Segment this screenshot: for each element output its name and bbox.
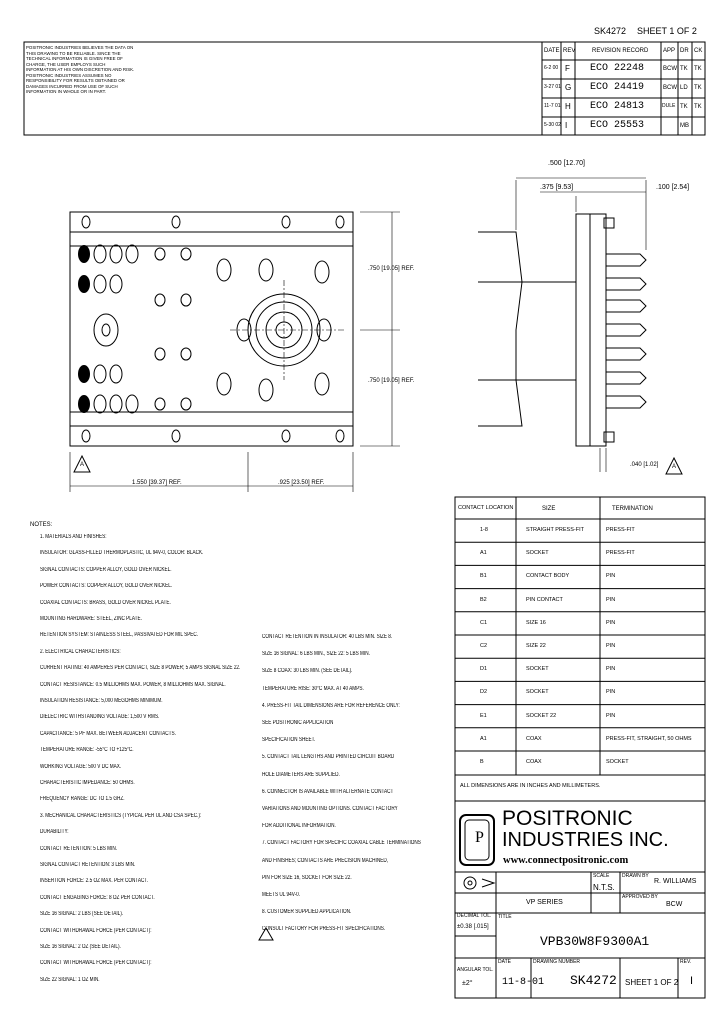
rev-row-dr: LD bbox=[680, 85, 688, 91]
rev-header-date: DATE bbox=[544, 48, 560, 54]
contact-size: COAX bbox=[526, 735, 542, 742]
note-line: 3. MECHANICAL CHARACTERISTICS (TYPICAL PER UL AND CSA SPEC.): bbox=[40, 812, 202, 819]
note-line: SEE POSITRONIC APPLICATION bbox=[262, 720, 334, 726]
note-line: AND FINISHES; CONTACTS ARE PRECISION MACHINED, bbox=[262, 857, 389, 864]
dim-top-partial: .375 [9.53] bbox=[540, 184, 574, 191]
sheet-number: SK4272 bbox=[594, 26, 627, 36]
contact-location: C2 bbox=[480, 643, 488, 649]
contact-location: B1 bbox=[480, 573, 487, 580]
contact-termination: PIN bbox=[606, 573, 616, 580]
drawing-number: SK4272 bbox=[570, 973, 617, 988]
note-line: MEETS UL 94V-0. bbox=[262, 892, 301, 898]
note-line: CONTACT ENGAGING FORCE: 8 OZ PER CONTACT. bbox=[40, 894, 155, 901]
contacts-footnote: ALL DIMENSIONS ARE IN INCHES AND MILLIMETERS. bbox=[460, 783, 601, 789]
note-line: 6. CONNECTOR IS AVAILABLE WITH ALTERNATE CONTACT bbox=[262, 788, 394, 795]
rev-value: I bbox=[690, 975, 694, 987]
contact-size: STRAIGHT PRESS-FIT bbox=[526, 527, 584, 533]
contact-size: SIZE 22 bbox=[526, 643, 546, 649]
filled-keying bbox=[78, 245, 90, 413]
side-view-pins bbox=[604, 218, 646, 442]
dim-bottom-left: 1.550 [39.37] REF. bbox=[132, 480, 182, 486]
contact-termination: SOCKET bbox=[606, 759, 629, 765]
note-line: DIELECTRIC WITHSTANDING VOLTAGE: 1,500 V RMS. bbox=[40, 714, 160, 721]
note-line: TEMPERATURE RISE: 30°C MAX. AT 40 AMPS. bbox=[262, 685, 364, 692]
dim-top-overall: .500 [12.70] bbox=[548, 160, 585, 167]
notes-column-2 bbox=[262, 634, 450, 950]
note-line: CONSULT FACTORY FOR PRESS-FIT SPECIFICATIONS. bbox=[262, 926, 386, 933]
rev-header-app: APP bbox=[663, 48, 676, 54]
angular-label: ANGULAR TOL. bbox=[457, 967, 494, 973]
note-line: SIGNAL CONTACTS: COPPER ALLOY, GOLD OVER NICKEL. bbox=[40, 566, 172, 573]
contact-size: PIN CONTACT bbox=[526, 596, 563, 603]
note-line: VARIATIONS AND MOUNTING OPTIONS. CONTACT FACTORY bbox=[262, 806, 398, 812]
contact-location: 1-8 bbox=[480, 527, 488, 533]
note-line: CONTACT WITHDRAWAL FORCE (PER CONTACT): bbox=[40, 960, 152, 967]
rev-row-record: ECO 24419 bbox=[590, 82, 645, 93]
drawing-number-label: DRAWING NUMBER bbox=[533, 959, 581, 965]
rev-header-dr: DR bbox=[680, 48, 689, 54]
note-line: 4. PRESS-FIT TAIL DIMENSIONS ARE FOR REFERENCE ONLY: bbox=[262, 702, 400, 709]
note-line: FREQUENCY RANGE: DC TO 1.5 GHZ. bbox=[40, 796, 125, 803]
contact-size: CONTACT BODY bbox=[526, 573, 570, 580]
tolerance-value: ±0.38 [.015] bbox=[457, 924, 489, 930]
rev-row-rev: I bbox=[565, 121, 568, 130]
contact-size: COAX bbox=[526, 759, 542, 765]
logo-letter: P bbox=[475, 829, 484, 846]
company-url: www.connectpositronic.com bbox=[503, 855, 629, 866]
note-line: HOLE DIAMETERS ARE SUPPLIED. bbox=[262, 771, 340, 778]
rev-header-record: REVISION RECORD bbox=[592, 48, 649, 54]
notes-column-1 bbox=[40, 534, 255, 999]
note-line: FOR ADDITIONAL INFORMATION. bbox=[262, 823, 336, 830]
note-line: CHARACTERISTIC IMPEDANCE: 50 OHMS. bbox=[40, 780, 135, 786]
contact-termination: PIN bbox=[606, 596, 616, 603]
note-line: SIZE 16 SIGNAL: 2 LBS (SEE DETAIL). bbox=[40, 911, 124, 918]
disclaimer-text: POSITRONIC INDUSTRIES BELIEVES THE DATA ON THIS DRAWING TO BE RELIABLE. SINCE THE TECHNICAL INFORMATION IS GIVEN FREE OF CHARGE, THE USER EMPLOYS SUCH INFORMATION AT HIS OWN DISCRETION AND RISK. POSITRONIC INDUSTRIES ASSUMES NO RESPONSIBILITY FOR RESULTS OBTAINED OR DAMAGES INCURRED FROM USE OF SUCH INFORMATION IN WHOLE OR IN PART. bbox=[26, 45, 135, 94]
contact-location: D2 bbox=[480, 689, 488, 696]
drawn-value: R. WILLIAMS bbox=[654, 878, 697, 885]
date-label: DATE bbox=[498, 959, 511, 965]
note-line: INSULATION RESISTANCE: 5,000 MEGOHMS MINIMUM. bbox=[40, 698, 163, 704]
approved-value: BCW bbox=[666, 901, 683, 908]
angular-value: ±2° bbox=[462, 980, 473, 987]
part-title: VPB30W8F9300A1 bbox=[540, 934, 650, 949]
contact-size: SOCKET bbox=[526, 550, 549, 557]
note-line: CONTACT RETENTION IN INSULATOR: 40 LBS MIN. SIZE 8. bbox=[262, 634, 393, 640]
note-line: CONTACT WITHDRAWAL FORCE (PER CONTACT): bbox=[40, 927, 152, 934]
notes-title: NOTES: bbox=[30, 522, 53, 528]
contact-location: A1 bbox=[480, 550, 487, 557]
series-name: VP SERIES bbox=[526, 899, 563, 906]
note-line: TEMPERATURE RANGE: -55°C TO +125°C. bbox=[40, 747, 134, 754]
rev-label: REV. bbox=[680, 959, 692, 965]
rev-row-ck: TK bbox=[694, 104, 702, 110]
rev-row-ck: TK bbox=[694, 66, 702, 72]
note-line: SIZE 8 COAX: 30 LBS MIN. (SEE DETAIL). bbox=[262, 668, 353, 675]
contact-termination: PIN bbox=[606, 619, 616, 626]
note-line: 5. CONTACT TAIL LENGTHS AND PRINTED CIRCUIT BOARD bbox=[262, 754, 395, 761]
contacts-header-location: CONTACT LOCATION bbox=[458, 505, 514, 511]
note-line: SIGNAL CONTACT RETENTION: 3 LBS MIN. bbox=[40, 862, 136, 868]
rev-row-record: ECO 22248 bbox=[590, 63, 645, 74]
note-line: CURRENT RATING: 40 AMPERES PER CONTACT, SIZE 8 POWER; 5 AMPS SIGNAL SIZE 22. bbox=[40, 665, 241, 672]
sheet-of: SHEET 1 OF 2 bbox=[637, 26, 697, 36]
rev-row-date: 6-2 00 bbox=[544, 65, 559, 71]
rev-row-date: 5-30 02 bbox=[544, 122, 561, 128]
contacts-header-size: SIZE bbox=[542, 506, 556, 512]
note-line: WORKING VOLTAGE: 500 V DC MAX. bbox=[40, 763, 122, 770]
note-line: RETENTION SYSTEM: STAINLESS STEEL, PASSIVATED FOR MIL SPEC. bbox=[40, 632, 199, 639]
note-line: 8. CUSTOMER SUPPLIED APPLICATION. bbox=[262, 909, 352, 916]
rev-row-date: 11-7 01 bbox=[544, 103, 561, 109]
contact-size: SOCKET 22 bbox=[526, 712, 557, 719]
rev-row-record: ECO 25553 bbox=[590, 120, 645, 131]
note-line: CAPACITANCE: 5 PF MAX. BETWEEN ADJACENT CONTACTS. bbox=[40, 730, 176, 737]
flag-left: A bbox=[80, 462, 85, 468]
rev-row-app: DULE bbox=[662, 103, 676, 109]
contact-location: C1 bbox=[480, 619, 488, 626]
dim-side-bottom: .040 [1.02] bbox=[630, 462, 659, 468]
side-view-body bbox=[478, 232, 522, 426]
note-line: SIZE 16 SIGNAL: 2 OZ (SEE DETAIL). bbox=[40, 944, 121, 950]
note-line: DURABILITY: bbox=[40, 829, 69, 836]
contact-location: B2 bbox=[480, 596, 487, 603]
rev-row-rev: F bbox=[565, 64, 570, 73]
flag-right: A bbox=[672, 464, 677, 470]
contact-termination: PIN bbox=[606, 712, 616, 719]
rev-row-dr: TK bbox=[680, 104, 688, 110]
projection-symbol-icon bbox=[464, 877, 476, 889]
dim-top-small: .100 [2.54] bbox=[656, 184, 690, 191]
dim-right-upper: .750 [19.05] REF. bbox=[368, 266, 415, 272]
rev-row-dr: TK bbox=[680, 66, 688, 72]
contact-location: D1 bbox=[480, 666, 488, 673]
drawn-label: DRAWN BY bbox=[622, 873, 649, 879]
note-line: 1. MATERIALS AND FINISHES: bbox=[40, 534, 107, 540]
company-name-line2: INDUSTRIES INC. bbox=[502, 829, 669, 851]
contact-termination: PRESS-FIT bbox=[606, 527, 635, 533]
note-line: INSULATOR: GLASS-FILLED THERMOPLASTIC, UL 94V-0, COLOR: BLACK. bbox=[40, 550, 204, 557]
contact-termination: PIN bbox=[606, 666, 616, 673]
rev-row-rev: H bbox=[565, 102, 571, 111]
contact-size: SIZE 16 bbox=[526, 619, 546, 626]
contact-termination: PRESS-FIT, STRAIGHT, 50 OHMS bbox=[606, 735, 692, 742]
contact-size: SOCKET bbox=[526, 666, 549, 673]
note-line: SIZE 22 SIGNAL: 1 OZ MIN. bbox=[40, 976, 100, 983]
contacts-header-termination: TERMINATION bbox=[612, 506, 653, 512]
contact-location: B bbox=[480, 759, 484, 765]
contact-location: E1 bbox=[480, 712, 487, 719]
note-line: POWER CONTACTS: COPPER ALLOY, GOLD OVER NICKEL. bbox=[40, 583, 173, 590]
rev-row-date: 3-27 01 bbox=[544, 84, 561, 90]
note-line: SIZE 16 SIGNAL: 6 LBS MIN., SIZE 22: 5 LBS MIN. bbox=[262, 651, 370, 658]
rev-row-app: BCW bbox=[663, 66, 677, 72]
scale-label: SCALE bbox=[593, 873, 610, 879]
contact-termination: PRESS-FIT bbox=[606, 550, 635, 557]
date-value: 11-8-01 bbox=[502, 977, 545, 988]
company-name-line1: POSITRONIC bbox=[502, 807, 633, 830]
rev-row-dr: MB bbox=[680, 123, 689, 129]
signal-contacts bbox=[94, 245, 331, 413]
dim-bottom-right: .925 [23.50] REF. bbox=[278, 480, 325, 486]
note-line: CONTACT RETENTION: 5 LBS MIN. bbox=[40, 845, 118, 852]
note-line: 2. ELECTRICAL CHARACTERISTICS: bbox=[40, 648, 121, 655]
approved-label: APPROVED BY bbox=[622, 894, 658, 900]
note-line: 7. CONTACT FACTORY FOR SPECIFIC COAXIAL CABLE TERMINATIONS bbox=[262, 840, 421, 847]
contact-termination: PIN bbox=[606, 643, 616, 649]
note-line: CONTACT RESISTANCE: 0.5 MILLIOHMS MAX. POWER, 8 MILLIOHMS MAX. SIGNAL. bbox=[40, 681, 226, 688]
title-label: TITLE bbox=[498, 914, 512, 920]
dim-right-lower: .750 [19.05] REF. bbox=[368, 378, 415, 384]
note-line: INSERTION FORCE: 2.5 OZ MAX. PER CONTACT. bbox=[40, 878, 149, 885]
rev-header-rev: REV bbox=[563, 48, 576, 54]
rev-header-ck: CK bbox=[694, 48, 703, 54]
contact-size: SOCKET bbox=[526, 689, 549, 696]
rev-row-app: BCW bbox=[663, 85, 677, 91]
note-line: MOUNTING HARDWARE: STEEL, ZINC PLATE. bbox=[40, 616, 142, 622]
scale-value: N.T.S. bbox=[593, 883, 615, 892]
rev-row-ck: TK bbox=[694, 85, 702, 91]
note-line: COAXIAL CONTACTS: BRASS, GOLD OVER NICKEL PLATE. bbox=[40, 599, 171, 606]
side-view-flange bbox=[576, 214, 606, 446]
sheet-value: SHEET 1 OF 2 bbox=[625, 978, 679, 987]
note-line: PIN FOR SIZE 16, SOCKET FOR SIZE 22. bbox=[262, 874, 352, 881]
tolerance-label: DECIMAL TOL. bbox=[457, 913, 492, 919]
rev-row-rev: G bbox=[565, 83, 572, 92]
power-contact bbox=[94, 314, 118, 346]
contact-termination: PIN bbox=[606, 689, 616, 696]
contact-location: A1 bbox=[480, 735, 487, 742]
rev-row-record: ECO 24813 bbox=[590, 101, 645, 112]
note-line: SPECIFICATION SHEET. bbox=[262, 737, 316, 744]
